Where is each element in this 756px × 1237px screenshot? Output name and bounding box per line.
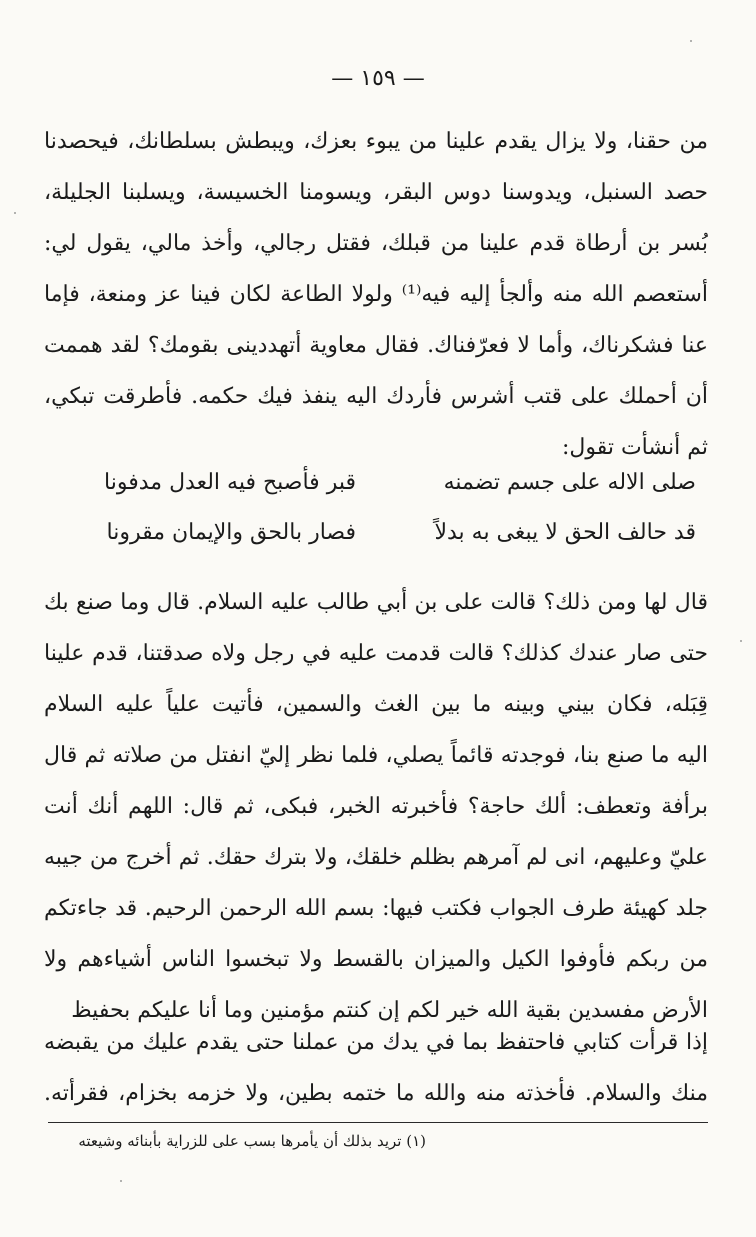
verse-second-hemistich: فصار بالحق والإيمان مقرونا [106, 520, 356, 545]
text-line: عنا فشكرناك، وأما لا فعرّفناك. فقال معاوية أتهددينى بقومك؟ لقد هممت [44, 333, 708, 358]
text-line: اليه ما صنع بنا، فوجدته قائماً يصلي، فلما نظر إليّ انفتل من صلاته ثم قال [44, 743, 708, 768]
text-line: من ربكم فأوفوا الكيل والميزان بالقسط ولا تبخسوا الناس أشياءهم ولا [44, 947, 708, 972]
poem-verses [56, 458, 696, 558]
verse-first-hemistich: قد حالف الحق لا يبغى به بدلاً [434, 520, 696, 545]
text-line: حتى صار عندك كذلك؟ قالت قدمت عليه في رجل ولاه صدقتنا، قدم علينا [44, 641, 708, 666]
text-line: قِبَله، فكان بيني وبينه ما بين الغث والسمين، فأتيت علياً عليه السلام [44, 692, 708, 717]
text-line: أن أحملك على قتب أشرس فأردك اليه ينفذ فيك حكمه. فأطرقت تبكي، [44, 384, 708, 409]
text-line: ثم أنشأت تقول: [561, 435, 708, 460]
text-line: قال لها ومن ذلك؟ قالت على بن أبي طالب عليه السلام. قال وما صنع بك [44, 590, 708, 615]
footnote-divider [48, 1122, 708, 1123]
verse [56, 508, 696, 558]
text-line: الأرض مفسدين بقية الله خير لكم إن كنتم مؤمنين وما أنا عليكم بحفيظ [71, 998, 708, 1023]
paragraph-3 [44, 1017, 708, 1119]
paper-speck [14, 212, 16, 214]
text-line: منك والسلام. فأخذته منه والله ما ختمه بطين، ولا خزمه بخزام، فقرأته. [44, 1081, 708, 1106]
text-line: جلد كهيئة طرف الجواب فكتب فيها: بسم الله الرحمن الرحيم. قد جاءتكم [44, 896, 708, 921]
text-line: برأفة وتعطف: ألك حاجة؟ فأخبرته الخبر، فبكى، ثم قال: اللهم أنك أنت [44, 794, 708, 819]
text-line: بُسر بن أرطاة قدم علينا من قبلك، فقتل رجالي، وأخذ مالي، يقول لي: [44, 231, 708, 256]
verse-second-hemistich: قبر فأصبح فيه العدل مدفونا [104, 470, 356, 495]
footnote: (١) تريد بذلك أن يأمرها بسب على للزراية بأبنائه وشيعته [78, 1132, 426, 1150]
paragraph-2 [44, 577, 708, 1036]
page-number: — ١٥٩ — [331, 66, 425, 91]
paper-speck [740, 640, 742, 642]
text-line: حصد السنبل، ويدوسنا دوس البقر، ويسومنا الخسيسة، ويسلبنا الجليلة، [44, 180, 708, 205]
text-line: من حقنا، ولا يزال يقدم علينا من يبوء بعزك، ويبطش بسلطانك، فيحصدنا [44, 129, 708, 154]
text-line: عليّ وعليهم، انى لم آمرهم بظلم خلقك، ولا بترك حقك. ثم أخرج من جيبه [44, 845, 708, 870]
paragraph-1 [44, 116, 708, 473]
paper-speck [120, 1180, 122, 1182]
paper-speck [690, 40, 692, 42]
text-line: أستعصم الله منه وألجأ إليه فيه⁽¹⁾ ولولا الطاعة لكان فينا عز ومنعة، فإما [44, 282, 708, 307]
verse [56, 458, 696, 508]
verse-first-hemistich: صلى الاله على جسم تضمنه [443, 470, 696, 495]
text-line: إذا قرأت كتابي فاحتفظ بما في يدك من عملنا حتى يقدم عليك من يقبضه [44, 1030, 708, 1055]
